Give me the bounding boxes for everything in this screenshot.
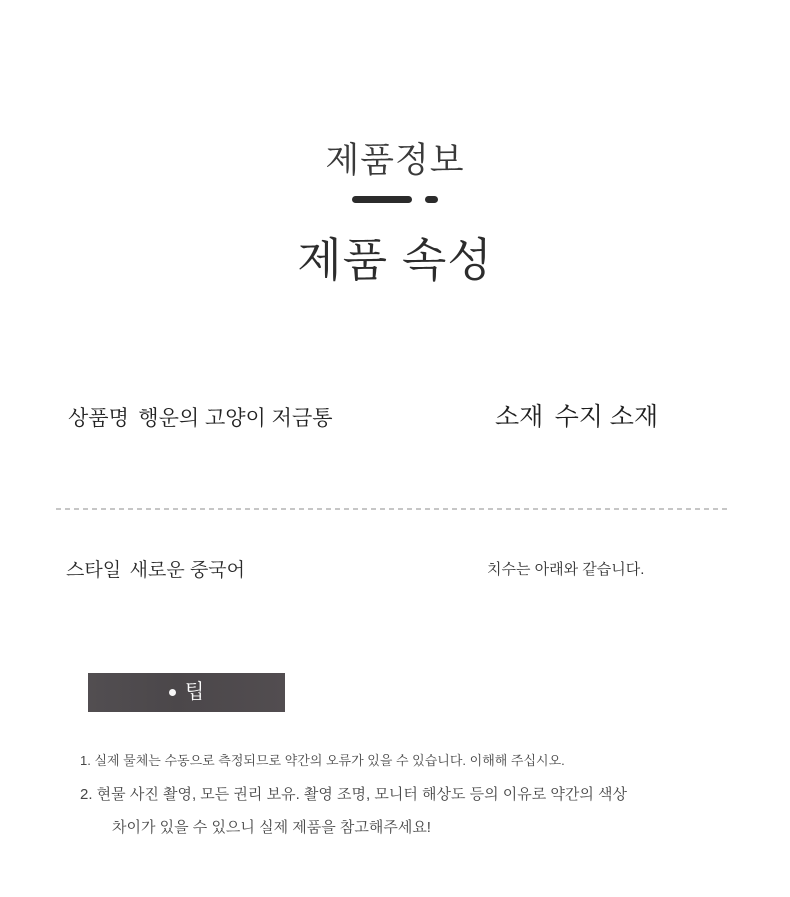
attribute-style [66, 555, 245, 582]
dashed-divider [56, 508, 728, 510]
page-title: 제품 속성 [297, 234, 493, 286]
attribute-product-name [68, 402, 333, 432]
note-color-disclaimer-line1: 2. 현물 사진 촬영, 모든 권리 보유. 촬영 조명, 모니터 해상도 등의 이유로 약간의 색상 [80, 786, 628, 803]
material-value: 수지 소재 [554, 403, 659, 431]
tip-label: 팁 [184, 680, 205, 703]
tip-banner [88, 673, 285, 712]
note-color-disclaimer-line2: 차이가 있을 수 있으니 실제 제품을 참고해주세요! [112, 819, 431, 836]
product-name-value: 행운의 고양이 저금통 [138, 407, 333, 430]
product-name-label: 상품명 [68, 407, 129, 430]
bullet-dot-icon [169, 689, 176, 696]
attribute-material [495, 397, 658, 433]
material-label: 소재 [495, 403, 544, 431]
section-label: 제품정보 [325, 141, 465, 180]
header-divider [0, 196, 790, 203]
style-value: 새로운 중국어 [129, 560, 246, 581]
note-measurement-disclaimer: 1. 실제 물체는 수동으로 측정되므로 약간의 오류가 있을 수 있습니다. 이해해 주십시오. [80, 753, 565, 768]
divider-dot [425, 196, 438, 203]
dimensions-note: 치수는 아래와 같습니다. [487, 561, 645, 578]
style-label: 스타일 [66, 560, 122, 581]
divider-dash [352, 196, 412, 203]
